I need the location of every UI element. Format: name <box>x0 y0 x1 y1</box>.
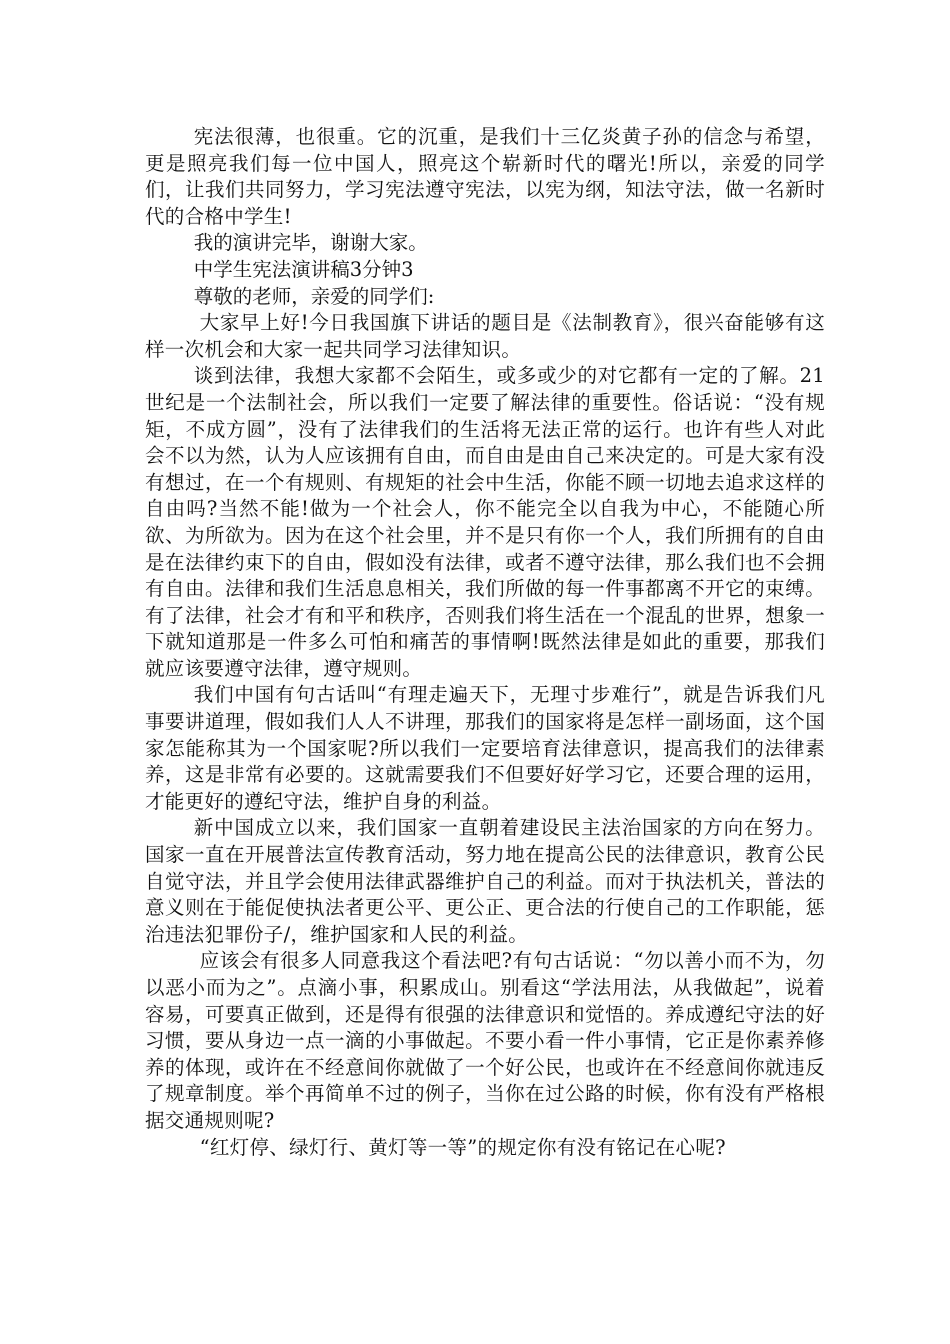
paragraph-greeting: 大家早上好!今日我国旗下讲话的题目是《法制教育》，很兴奋能够有这样一次机会和大家一起共同学习法律知识。 <box>145 311 825 361</box>
salutation: 尊敬的老师，亲爱的同学们: <box>193 284 435 308</box>
paragraph-constitution-closing: 宪法很薄，也很重。它的沉重，是我们十三亿炎黄子孙的信念与希望，更是照亮我们每一位中国人，照亮这个崭新时代的曙光!所以，亲爱的同学们，让我们共同努力，学习宪法遵守宪法，以宪为纲，知法守法，做一名新时代的合格中学生! <box>145 125 825 228</box>
paragraph-thanks: 我的演讲完毕，谢谢大家。 <box>193 231 428 255</box>
speech-title: 中学生宪法演讲稿3分钟3 <box>193 257 414 281</box>
paragraph-rule-of-law: 新中国成立以来，我们国家一直朝着建设民主法治国家的方向在努力。国家一直在开展普法宣传教育活动，努力地在提高公民的法律意识，教育公民自觉守法，并且学会使用法律武器维护自己的利益。而对于执法机关，普法的意义则在于能促使执法者更公平、更公正、更合法的行使自己的工作职能，惩治违法犯罪份子/，维护国家和人民的利益。 <box>145 816 825 946</box>
paragraph-traffic-rule: “红灯停、绿灯行、黄灯等一等”的规定你有没有铭记在心呢? <box>199 1135 726 1159</box>
document-body <box>145 124 825 1161</box>
paragraph-reasoning: 我们中国有句古话叫“有理走遍天下，无理寸步难行”，就是告诉我们凡事要讲道理，假如我们人人不讲理，那我们的国家将是怎样一副场面，这个国家怎能称其为一个国家呢?所以我们一定要培育法律意识，提高我们的法律素养，这是非常有必要的。这就需要我们不但要好好学习它，还要合理的运用，才能更好的遵纪守法，维护自身的利益。 <box>145 683 825 813</box>
paragraph-small-things: 应该会有很多人同意我这个看法吧?有句古话说：“勿以善小而不为，勿以恶小而为之”。点滴小事，积累成山。别看这“学法用法，从我做起”，说着容易，可要真正做到，还是得有很强的法律意识和觉悟的。养成遵纪守法的好习惯，要从身边一点一滴的小事做起。不要小看一件小事情，它正是你素养修养的体现，或许在不经意间你就做了一个好公民，也或许在不经意间你就违反了规章制度。举个再简单不过的例子，当你在过公路的时候，你有没有严格根据交通规则呢? <box>145 949 825 1132</box>
paragraph-law-importance: 谈到法律，我想大家都不会陌生，或多或少的对它都有一定的了解。21世纪是一个法制社会，所以我们一定要了解法律的重要性。俗话说：“没有规矩，不成方圆”，没有了法律我们的生活将无法正常的运行。也许有些人对此会不以为然，认为人应该拥有自由，而自由是由自己来决定的。可是大家有没有想过，在一个有规则、有规矩的社会中生活，你能不顾一切地去追求这样的自由吗?当然不能!做为一个社会人，你不能完全以自我为中心，不能随心所欲、为所欲为。因为在这个社会里，并不是只有你一个人，我们所拥有的自由是在法律约束下的自由，假如没有法律，或者不遵守法律，那么我们也不会拥有自由。法律和我们生活息息相关，我们所做的每一件事都离不开它的束缚。有了法律，社会才有和平和秩序，否则我们将生活在一个混乱的世界，想象一下就知道那是一件多么可怕和痛苦的事情啊!既然法律是如此的重要，那我们就应该要遵守法律，遵守规则。 <box>145 364 825 680</box>
